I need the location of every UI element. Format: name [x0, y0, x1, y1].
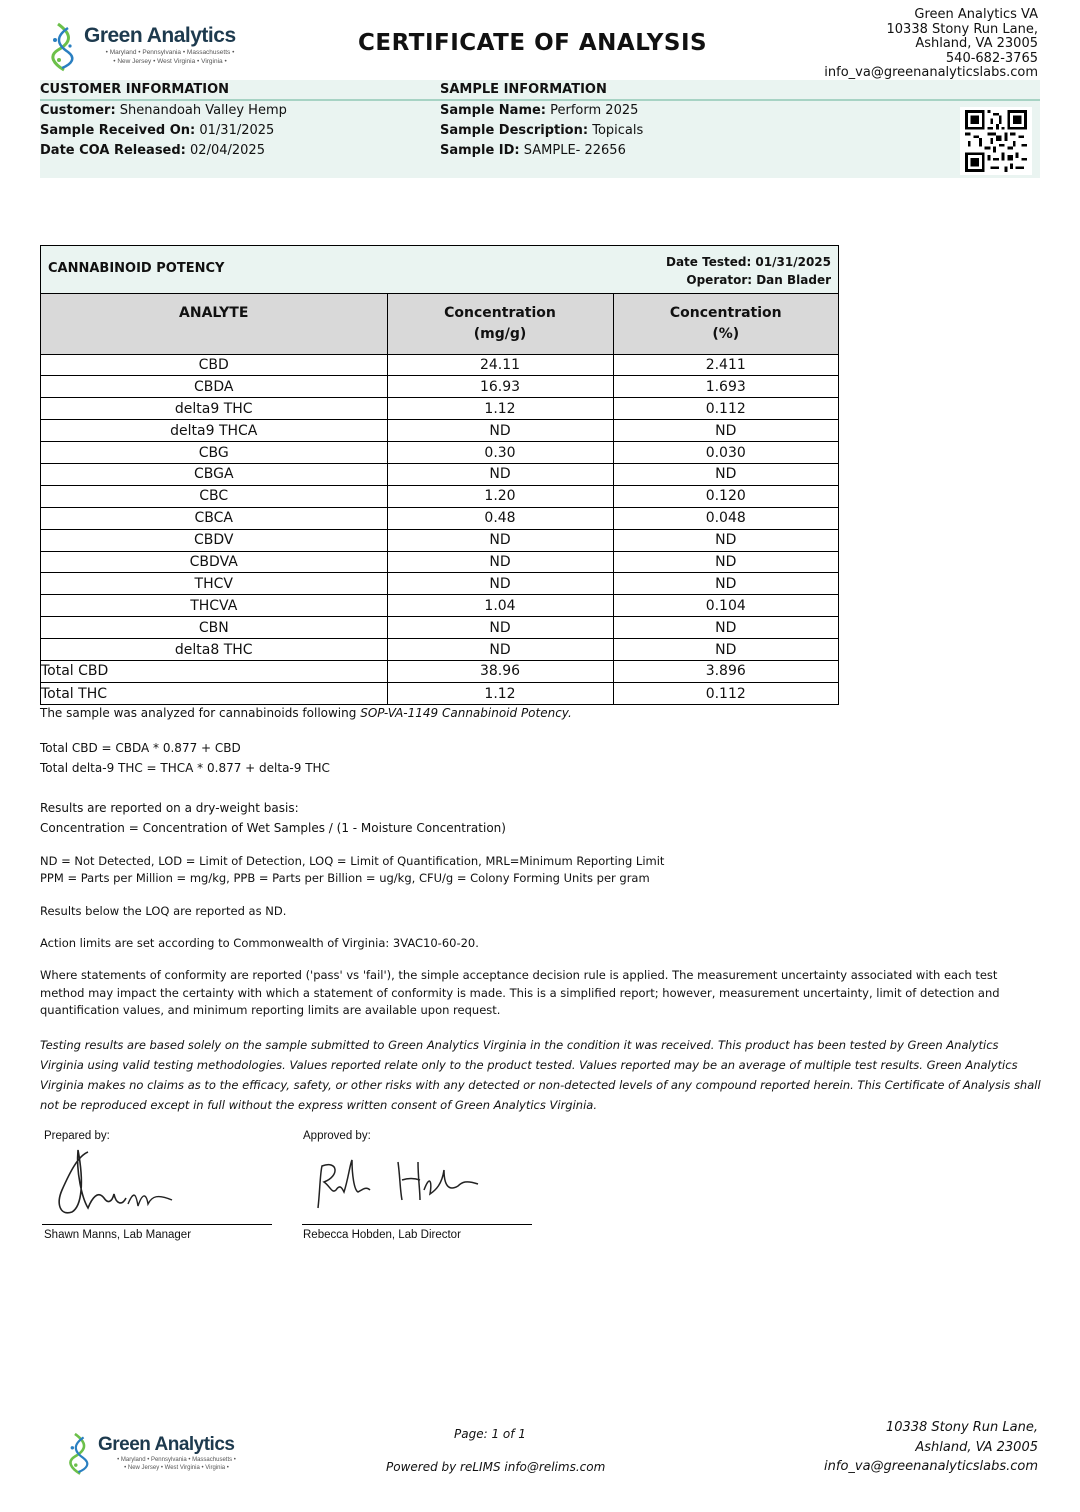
concentration-mg-cell: 1.12: [387, 398, 613, 420]
action-limits-note: Action limits are set according to Commonwealth of Virginia: 3VAC10-60-20.: [40, 936, 479, 950]
approved-signature: [308, 1150, 508, 1215]
potency-header: [41, 246, 838, 294]
date-tested: Date Tested: 01/31/2025: [666, 255, 831, 269]
table-row: [41, 420, 838, 442]
released-row: Date COA Released: 02/04/2025: [40, 143, 265, 158]
customer-row: Customer: Shenandoah Valley Hemp: [40, 103, 287, 118]
received-row: Sample Received On: 01/31/2025: [40, 123, 275, 138]
conformity-statement: Where statements of conformity are reported ('pass' vs 'fail'), the simple acceptance decision rule is applied. The measurement uncertainty associated with each test method may impact the certainty with which a statement of conformity is made. This is a simplified report; however, measurement uncertainty, limit of detection and quantification values, and minimum reporting limits are available upon request.: [40, 968, 1000, 1017]
disclaimer: Testing results are based solely on the sample submitted to Green Analytics Virginia in the condition it was received. This product has been tested by Green Analytics Virginia using valid testing methodologies. Values reported relate only to the product tested. Values reported may be an average of multiple test results. Green Analytics Virginia makes no claims as to the efficacy, safety, or other risks with any detected or non-detected levels of any compound reported herein. This Certificate of Analysis shall not be reproduced except in full without the express written consent of Green Analytics Virginia.: [40, 1038, 1041, 1112]
company-logo: [50, 20, 240, 72]
logo-name: Green Analytics: [84, 24, 236, 47]
analyte-cell: CBC: [41, 485, 387, 507]
analyte-cell: Total CBD: [41, 660, 387, 682]
lab-phone: 540-682-3765: [945, 50, 1038, 66]
sample-desc-row: Sample Description: Topicals: [440, 123, 644, 138]
concentration-pct-cell: 3.896: [613, 660, 838, 682]
concentration-pct-cell: 0.104: [613, 595, 838, 617]
table-row: [41, 660, 838, 682]
approved-by-name: Rebecca Hobden, Lab Director: [303, 1229, 461, 1241]
loq-note: Results below the LOQ are reported as ND.: [40, 904, 287, 918]
col-pct: Concentration (%): [613, 294, 838, 354]
analyte-cell: Total THC: [41, 682, 387, 704]
concentration-pct-cell: ND: [613, 573, 838, 595]
concentration-mg-cell: ND: [387, 420, 613, 442]
table-row: [41, 507, 838, 529]
concentration-pct-cell: 0.112: [613, 398, 838, 420]
abbreviations-2: PPM = Parts per Million = mg/kg, PPB = Parts per Billion = ug/kg, CFU/g = Colony Forming Units per gram: [40, 871, 650, 885]
analyte-cell: CBD: [41, 354, 387, 376]
concentration-mg-cell: ND: [387, 463, 613, 485]
concentration-pct-cell: 0.120: [613, 485, 838, 507]
approved-signature-line: [302, 1224, 532, 1225]
approved-by-label: Approved by:: [303, 1130, 371, 1142]
analyte-cell: THCVA: [41, 595, 387, 617]
table-row: [41, 463, 838, 485]
prepared-by-label: Prepared by:: [44, 1130, 110, 1142]
lab-name: Green Analytics VA: [914, 7, 1038, 22]
concentration-pct-cell: ND: [613, 463, 838, 485]
lab-city: Ashland, VA 23005: [915, 36, 1038, 51]
concentration-pct-cell: ND: [613, 639, 838, 661]
lab-street: 10338 Stony Run Lane,: [886, 21, 1038, 37]
analyte-cell: delta8 THC: [41, 639, 387, 661]
powered-by: Powered by reLIMS info@relims.com: [386, 1460, 606, 1474]
logo-states: • Maryland • Pennsylvania • Massachusetts • • New Jersey • West Virginia • Virginia •: [105, 49, 235, 65]
concentration-mg-cell: 0.48: [387, 507, 613, 529]
footer-logo: [68, 1430, 238, 1476]
concentration-mg-cell: 24.11: [387, 354, 613, 376]
table-row: [41, 398, 838, 420]
table-row: [41, 595, 838, 617]
concentration-pct-cell: 0.030: [613, 442, 838, 464]
table-row: [41, 376, 838, 398]
table-row: [41, 551, 838, 573]
prepared-signature: [48, 1142, 218, 1222]
table-row: [41, 617, 838, 639]
concentration-pct-cell: 0.112: [705, 685, 746, 702]
analyte-cell: CBGA: [41, 463, 387, 485]
customer-info-heading: CUSTOMER INFORMATION: [40, 82, 230, 97]
analyte-cell: delta9 THCA: [41, 420, 387, 442]
analyte-cell: CBN: [41, 617, 387, 639]
table-row: [41, 442, 838, 464]
concentration-mg-cell: ND: [387, 551, 613, 573]
lab-email: info_va@greenanalyticslabs.com: [824, 65, 1038, 80]
table-row: [41, 485, 838, 507]
table-row: [41, 639, 838, 661]
concentration-pct-cell: ND: [613, 551, 838, 573]
operator: Operator: Dan Blader: [686, 273, 831, 287]
method-note: The sample was analyzed for cannabinoids following SOP-VA-1149 Cannabinoid Potency.: [40, 706, 572, 720]
footer-logo-name: Green Analytics: [98, 1434, 235, 1455]
concentration-mg-cell: 1.04: [387, 595, 613, 617]
potency-meta: [666, 253, 831, 289]
footer-address: [824, 1418, 1038, 1477]
document-title: CERTIFICATE OF ANALYSIS: [358, 30, 708, 56]
concentration-mg-cell: 16.93: [387, 376, 613, 398]
sample-info-heading: SAMPLE INFORMATION: [440, 82, 607, 97]
column-header-row: [41, 294, 838, 354]
sample-name-row: Sample Name: Perform 2025: [440, 103, 639, 118]
prepared-signature-line: [42, 1224, 272, 1225]
formula-thc: Total delta-9 THC = THCA * 0.877 + delta-9 THC: [40, 761, 330, 775]
concentration-mg-cell: ND: [387, 639, 613, 661]
qr-code-icon: [960, 107, 1032, 175]
potency-title: CANNABINOID POTENCY: [48, 261, 225, 276]
concentration-pct-cell: ND: [613, 420, 838, 442]
concentration-mg-cell: ND: [387, 617, 613, 639]
analyte-cell: CBDA: [41, 376, 387, 398]
footer-logo-states: • Maryland • Pennsylvania • Massachusetts • • New Jersey • West Virginia • Virginia •: [117, 1457, 236, 1471]
dry-weight-formula: Concentration = Concentration of Wet Samples / (1 - Moisture Concentration): [40, 821, 506, 835]
prepared-by-name: Shawn Manns, Lab Manager: [44, 1229, 192, 1241]
dna-logo-icon: [68, 1430, 94, 1476]
concentration-mg-cell: 0.30: [387, 442, 613, 464]
footer-city: Ashland, VA 23005: [915, 1439, 1038, 1455]
sample-id-row: Sample ID: SAMPLE- 22656: [440, 143, 626, 158]
analyte-cell: CBCA: [41, 507, 387, 529]
table-row: [41, 529, 838, 551]
page-number: Page: 1 of 1: [454, 1427, 526, 1441]
info-band: [40, 80, 1040, 178]
footer-email: info_va@greenanalyticslabs.com: [824, 1459, 1038, 1474]
concentration-pct-cell: 0.048: [613, 507, 838, 529]
formula-cbd: Total CBD = CBDA * 0.877 + CBD: [40, 741, 241, 755]
concentration-mg-cell: ND: [387, 573, 613, 595]
col-analyte: ANALYTE: [41, 294, 387, 354]
concentration-mg-cell: 1.20: [387, 485, 613, 507]
table-row: [41, 682, 838, 704]
analyte-cell: CBDVA: [41, 551, 387, 573]
analyte-cell: CBDV: [41, 529, 387, 551]
concentration-pct-cell: ND: [613, 529, 838, 551]
analyte-cell: THCV: [41, 573, 387, 595]
analyte-cell: CBG: [41, 442, 387, 464]
potency-table: [40, 245, 839, 705]
table-row: [41, 573, 838, 595]
concentration-pct-cell: ND: [613, 617, 838, 639]
concentration-mg-cell: ND: [387, 529, 613, 551]
potency-rows: [41, 354, 838, 704]
concentration-pct-cell: 2.411: [613, 354, 838, 376]
abbreviations-1: ND = Not Detected, LOD = Limit of Detection, LOQ = Limit of Quantification, MRL=Minimum Reporting Limit: [40, 854, 665, 868]
table-row: [41, 354, 838, 376]
concentration-pct-cell: 1.693: [613, 376, 838, 398]
dry-weight-note: Results are reported on a dry-weight basis:: [40, 801, 299, 815]
dna-logo-icon: [50, 20, 80, 72]
col-mg: Concentration (mg/g): [387, 294, 613, 354]
potency-grid: [41, 294, 838, 704]
footer-street: 10338 Stony Run Lane,: [885, 1420, 1038, 1435]
lab-address: [824, 8, 1038, 81]
concentration-mg-cell: 1.12: [387, 682, 613, 704]
analyte-cell: delta9 THC: [41, 398, 387, 420]
concentration-mg-cell: 38.96: [387, 660, 613, 682]
